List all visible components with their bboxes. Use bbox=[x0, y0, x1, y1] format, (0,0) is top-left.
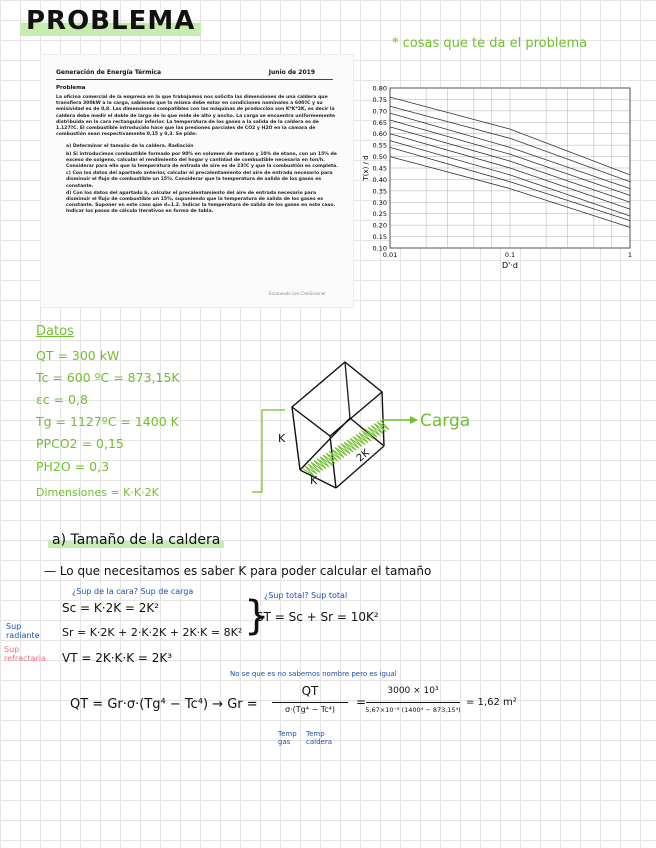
scan-header: Generación de Energía Térmica bbox=[56, 69, 162, 76]
page-title: PROBLEMA bbox=[20, 6, 201, 36]
y-tick-label: 0.10 bbox=[372, 244, 387, 253]
eq-left: QT = Gr·σ·(Tg⁴ − Tc⁴) → Gr = bbox=[70, 697, 258, 712]
datos-heading: Datos bbox=[36, 324, 74, 339]
y-tick-label: 0.15 bbox=[372, 233, 387, 242]
note-st: ¿Sup total? Sup total bbox=[264, 591, 348, 600]
temp-gas-label: Temp gas bbox=[278, 730, 297, 746]
eq-sc: Sc = K·2K = 2K² bbox=[62, 601, 160, 615]
note-sc: ¿Sup de la cara? Sup de carga bbox=[72, 587, 194, 596]
y-tick-label: 0.60 bbox=[372, 130, 387, 139]
side-sup-refractaria: Sup refractaria bbox=[4, 645, 46, 663]
eq-st: ST = Sc + Sr = 10K² bbox=[256, 610, 379, 624]
x-tick-label: 0.01 bbox=[382, 251, 398, 259]
datos-item: PH2O = 0,3 bbox=[36, 459, 110, 474]
result: = 1,62 m² bbox=[466, 697, 517, 708]
section-a-heading: a) Tamaño de la caldera bbox=[48, 532, 224, 548]
top-note: * cosas que te da el problema bbox=[392, 36, 588, 51]
x-tick-label: 1 bbox=[627, 251, 633, 259]
scan-question: b) Si introducimos combustible formado por 90% en volumen de metano y 10% de etano, con un 15% de exceso de oxígeno, calcular el rendimiento del hogar y cantidad de combustible necesaria en ton/h. Considerar para ello que la temperatura de entrada de aire es de 23ºC y que la combustión es completa. bbox=[66, 151, 338, 170]
box-top-face bbox=[292, 362, 382, 436]
connector-line bbox=[252, 410, 285, 492]
y-tick-label: 0.35 bbox=[372, 187, 387, 196]
datos-item: Tg = 1127ºC = 1400 K bbox=[36, 414, 179, 429]
y-tick-label: 0.65 bbox=[372, 118, 387, 127]
datos-item: Tc = 600 ºC = 873,15K bbox=[36, 370, 180, 385]
y-tick-label: 0.20 bbox=[372, 221, 387, 230]
eq-sr: Sr = K·2K + 2·K·2K + 2K·K = 8K² bbox=[62, 626, 243, 639]
y-tick-label: 0.40 bbox=[372, 175, 387, 184]
frac1-den: σ·(Tg⁴ − Tc⁴) bbox=[285, 705, 335, 714]
scan-questions bbox=[56, 144, 339, 215]
scan-question: d) Con los datos del apartado b, calcular el precalentamiento del aire de entrada necesario para disminuir el flujo de combustible un 15%, suponiendo que la temperatura de salida de los gases es constante. Suponer en este caso que d=1.2. Indicar la temperatura de salida de los gases en este caso. Indicar los pasos de cálculo iterativos en forma de tabla. bbox=[66, 190, 336, 215]
temp-caldera-label: Temp caldera bbox=[306, 730, 333, 746]
emissivity-chart bbox=[360, 80, 640, 280]
frac2-num: 3000 × 10³ bbox=[387, 686, 439, 696]
frac2-den: 5,67×10⁻⁸ (1400⁴ − 873,15⁴) bbox=[365, 706, 461, 714]
y-tick-label: 0.45 bbox=[372, 164, 387, 173]
datos-item: εc = 0,8 bbox=[36, 392, 88, 407]
frac2-bar bbox=[366, 702, 460, 703]
y-tick-label: 0.50 bbox=[372, 153, 387, 162]
side-sup-radiante: Sup radiante bbox=[6, 622, 40, 640]
scan-date: Junio de 2019 bbox=[268, 69, 315, 76]
y-tick-label: 0.80 bbox=[372, 84, 387, 93]
x-tick-label: 0.1 bbox=[504, 251, 516, 259]
x-axis-label: D'·d bbox=[502, 261, 518, 270]
note-gr: No se que es no sabemos nombre pero es igual bbox=[230, 670, 397, 678]
frac1-bar bbox=[272, 702, 348, 703]
y-tick-label: 0.55 bbox=[372, 141, 387, 150]
datos-item: QT = 300 kW bbox=[36, 348, 120, 363]
eq-vt: VT = 2K·K·K = 2K³ bbox=[62, 651, 173, 665]
y-tick-label: 0.30 bbox=[372, 198, 387, 207]
y-axis-label: T(x) / d bbox=[362, 155, 370, 181]
carga-label: Carga bbox=[420, 411, 471, 431]
k-bottom-label: K bbox=[310, 474, 318, 487]
datos-item: PPCO2 = 0,15 bbox=[36, 436, 124, 451]
y-tick-label: 0.75 bbox=[372, 95, 387, 104]
brace: } bbox=[244, 593, 270, 639]
y-tick-label: 0.70 bbox=[372, 107, 387, 116]
frac1-num: QT bbox=[301, 684, 319, 698]
section-a-line1: — Lo que necesitamos es saber K para poder calcular el tamaño bbox=[44, 564, 432, 578]
scan-subtitle: Problema bbox=[56, 85, 86, 91]
scan-statement: La oficina comercial de la empresa en la que trabajamos nos solicita las dimensiones de una caldera que transfiera 300kW a la carga, sabiendo que la misma debe estar en condiciones nominales a 600ºC y su emisividad es de 0,8. Las dimensiones compatibles con las máquinas de producción son K*K*2K, es decir la caldera debe medir el doble de largo de lo que mide de alto y ancho. La carga se encuentra uniformemente distribuida en la cara rectangular inferior. La temperatura de los gases a la salida de la caldera es de 1.127ºC. El combustible introducido hace que las presiones parciales de CO2 y H2O en la cámara de combustión sean respectivamente 0,15 y 0,3. Se pide: bbox=[56, 95, 336, 138]
scan-footer: Escaneado con CamScanner bbox=[269, 291, 326, 296]
2k-label: 2K bbox=[354, 447, 372, 465]
datos-item: Dimensiones = K·K·2K bbox=[36, 486, 159, 499]
load-hatching bbox=[302, 420, 389, 476]
scan-body bbox=[56, 95, 339, 217]
scanned-problem bbox=[40, 54, 354, 308]
scan-question: a) Determinar el tamaño de la caldera. Radiación bbox=[66, 144, 194, 150]
boiler-diagram bbox=[170, 350, 500, 500]
y-tick-label: 0.25 bbox=[372, 210, 387, 219]
scan-rule bbox=[56, 79, 333, 80]
equals-sign: = bbox=[356, 695, 367, 709]
k-left-label: K bbox=[278, 432, 286, 445]
scan-question: c) Con los datos del apartado anterior, calcular el precalentamiento del aire de entrada necesario para disminuir el flujo de combustible un 15%. Considerar que la temperatura de salida de los gases es constante. bbox=[66, 171, 333, 189]
